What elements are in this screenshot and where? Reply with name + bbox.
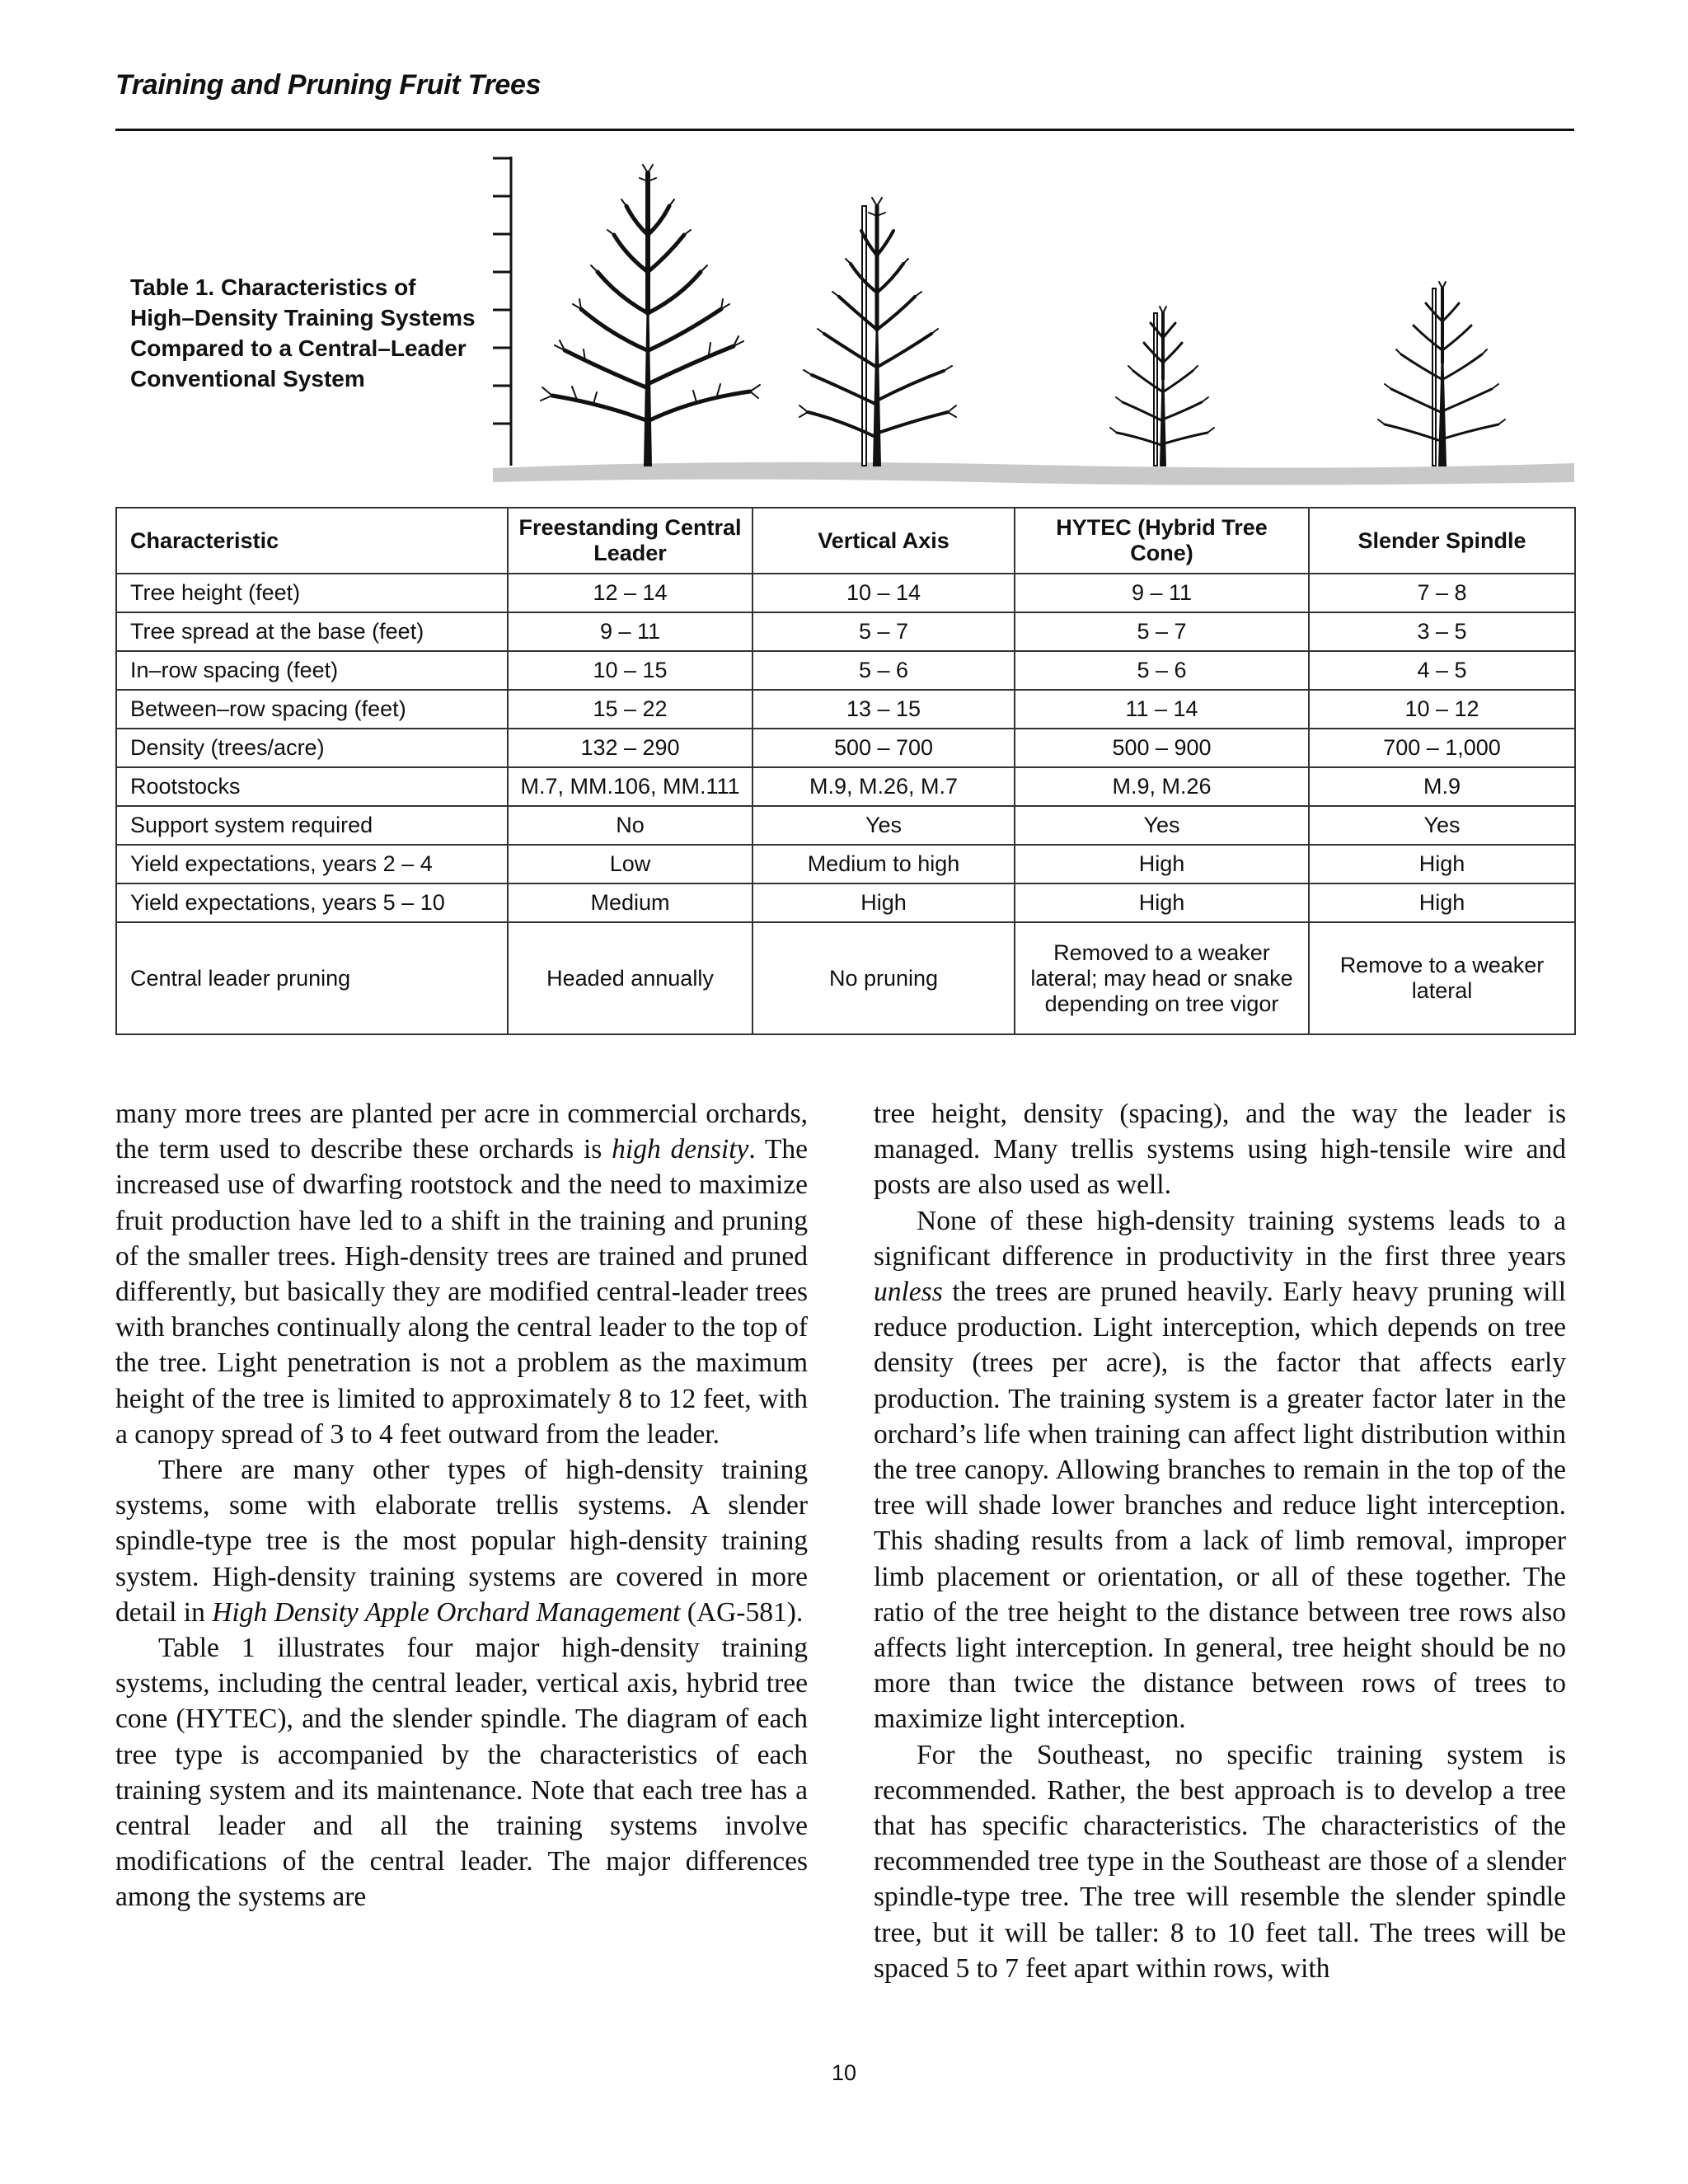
text-run: . The increased use of dwarfing rootstock and the need to maximize fruit production have led to a shift in the training and pruning of the smaller trees. High-density trees are trained and pruned differently, but basically they are modified central-leader trees with branches continually along the central leader to the top of the tree. Light penetration is not a problem as the maximum height of the tree is limited to approximately 8 to 12 feet, with a canopy spread of 3 to 4 feet outward from the leader. [115,1134,809,1450]
table-header-row [116,508,1575,574]
row-label: In–row spacing (feet) [116,651,508,690]
row-label: Support system required [116,806,508,845]
table-row [116,922,1575,1034]
table-cell: 132 – 290 [508,729,753,767]
table-cell: 5 – 7 [753,612,1015,651]
table-cell: High [1015,845,1309,883]
emphasis: unless [874,1277,943,1308]
table-cell: 10 – 15 [508,651,753,690]
table-cell: 13 – 15 [753,690,1015,729]
column-header: Characteristic [116,508,508,574]
table-cell: High [1309,845,1575,883]
table-cell: 5 – 7 [1015,612,1309,651]
table-cell: 500 – 900 [1015,729,1309,767]
column-header: HYTEC (Hybrid Tree Cone) [1015,508,1309,574]
paragraph [115,1452,808,1630]
table-row [116,806,1575,845]
table-cell: 700 – 1,000 [1309,729,1575,767]
column-header: Freestanding Central Leader [508,508,753,574]
tree-slender-spindle [1378,282,1505,466]
table-cell: High [1309,883,1575,922]
table-cell: M.7, MM.106, MM.111 [508,767,753,806]
table-cell: No pruning [753,922,1015,1034]
row-label: Yield expectations, years 5 – 10 [116,883,508,922]
table-caption: Table 1. Characteristics of High–Density Training Systems Compared to a Central–Leader Conventional System [130,274,476,391]
table-cell: Yes [1309,806,1575,845]
table-cell: No [508,806,753,845]
table-row [116,651,1575,690]
body-column-left [115,1096,808,1915]
table-cell: Yes [1015,806,1309,845]
text-run: the trees are pruned heavily. Early heavy pruning will reduce production. Light interception, which depends on tree density (trees per acre), is the factor that affects early production. The training system is a greater factor later in the orchard’s life when training can affect light distribution within the tree canopy. Allowing branches to remain in the top of the tree will shade lower branches and reduce light interception. This shading results from a lack of limb removal, improper limb placement or orientation, or all of these together. The ratio of the tree height to the distance between tree rows also affects light interception. In general, tree height should be no more than twice the distance between rows of trees to maximize light interception. [874,1277,1567,1735]
text-run: (AG-581). [687,1596,804,1628]
table-row [116,767,1575,806]
table-cell: Yes [753,806,1015,845]
table-cell: 500 – 700 [753,729,1015,767]
row-label: Density (trees/acre) [116,729,508,767]
table-row [116,612,1575,651]
text-run: There are many other types of high-density training systems, some with elaborate trellis systems. A slender spindle-type tree is the most popular high-density training system. High-density training systems are covered in more detail in [115,1455,808,1628]
table-cell: 7 – 8 [1309,574,1575,612]
paragraph: Table 1 illustrates four major high-density training systems, including the central leader, vertical axis, hybrid tree cone (HYTEC), and the slender spindle. The diagram of each tree type is accompanied by the characteristics of each training system and its maintenance. Note that each tree has a central leader and all the training systems involve modifications of the central leader. The major differences among the systems are [115,1633,808,1913]
tree-diagram [486,148,1574,494]
ground [493,462,1574,485]
text-run: None of these high-density training systems leads to a significant difference in productivity in the first three years [874,1205,1566,1272]
text-run: many more trees are planted per acre in commercial orchards, the term used to describe these orchards is [115,1099,808,1165]
table-cell: High [1015,883,1309,922]
paragraph [115,1096,808,1452]
book-title: High Density Apple Orchard Management [212,1596,681,1628]
table-row [116,729,1575,767]
table-cell: 5 – 6 [753,651,1015,690]
page-number: 10 [831,2060,857,2085]
table-cell: 10 – 14 [753,574,1015,612]
table-cell: 9 – 11 [508,612,753,651]
table-cell: Medium to high [753,845,1015,883]
table-row [116,574,1575,612]
table-row [116,845,1575,883]
characteristics-table [115,507,1576,1035]
table-cell: Headed annually [508,922,753,1034]
table-cell: M.9, M.26, M.7 [753,767,1015,806]
paragraph [874,1203,1566,1737]
tree-vertical-axis [799,198,956,466]
table-cell: 11 – 14 [1015,690,1309,729]
row-label: Central leader pruning [116,922,508,1034]
row-label: Tree height (feet) [116,574,508,612]
table-cell: 12 – 14 [508,574,753,612]
emphasis: high density [612,1134,749,1165]
column-header: Vertical Axis [753,508,1015,574]
header-rule [115,129,1574,131]
paragraph: For the Southeast, no specific training system is recommended. Rather, the best approach is to develop a tree that has specific characteristics. The characteristics of the recommended tree type in the Southeast are those of a slender spindle-type tree. The tree will resemble the slender spindle tree, but it will be taller: 8 to 10 feet tall. The trees will be spaced 5 to 7 feet apart within rows, with [874,1739,1566,1984]
row-label: Rootstocks [116,767,508,806]
table-cell: High [753,883,1015,922]
tree-hytec [1110,307,1214,466]
table-cell: 4 – 5 [1309,651,1575,690]
table-cell: Medium [508,883,753,922]
table-cell: M.9, M.26 [1015,767,1309,806]
column-header: Slender Spindle [1309,508,1575,574]
table-cell: 15 – 22 [508,690,753,729]
table-cell: Remove to a weaker lateral [1309,922,1575,1034]
table-cell: Removed to a weaker lateral; may head or snake depending on tree vigor [1015,922,1309,1034]
table-row [116,690,1575,729]
row-label: Tree spread at the base (feet) [116,612,508,651]
table-cell: 9 – 11 [1015,574,1309,612]
table-cell: Low [508,845,753,883]
tree-central-leader [541,165,760,466]
table-cell: 3 – 5 [1309,612,1575,651]
table-cell: M.9 [1309,767,1575,806]
body-column-right [874,1096,1566,1986]
height-scale [493,157,511,466]
row-label: Between–row spacing (feet) [116,690,508,729]
table-cell: 5 – 6 [1015,651,1309,690]
paragraph: tree height, density (spacing), and the way the leader is managed. Many trellis systems using high-tensile wire and posts are also used as well. [874,1099,1566,1201]
row-label: Yield expectations, years 2 – 4 [116,845,508,883]
table-cell: 10 – 12 [1309,690,1575,729]
running-title: Training and Pruning Fruit Trees [115,69,542,101]
table-row [116,883,1575,922]
